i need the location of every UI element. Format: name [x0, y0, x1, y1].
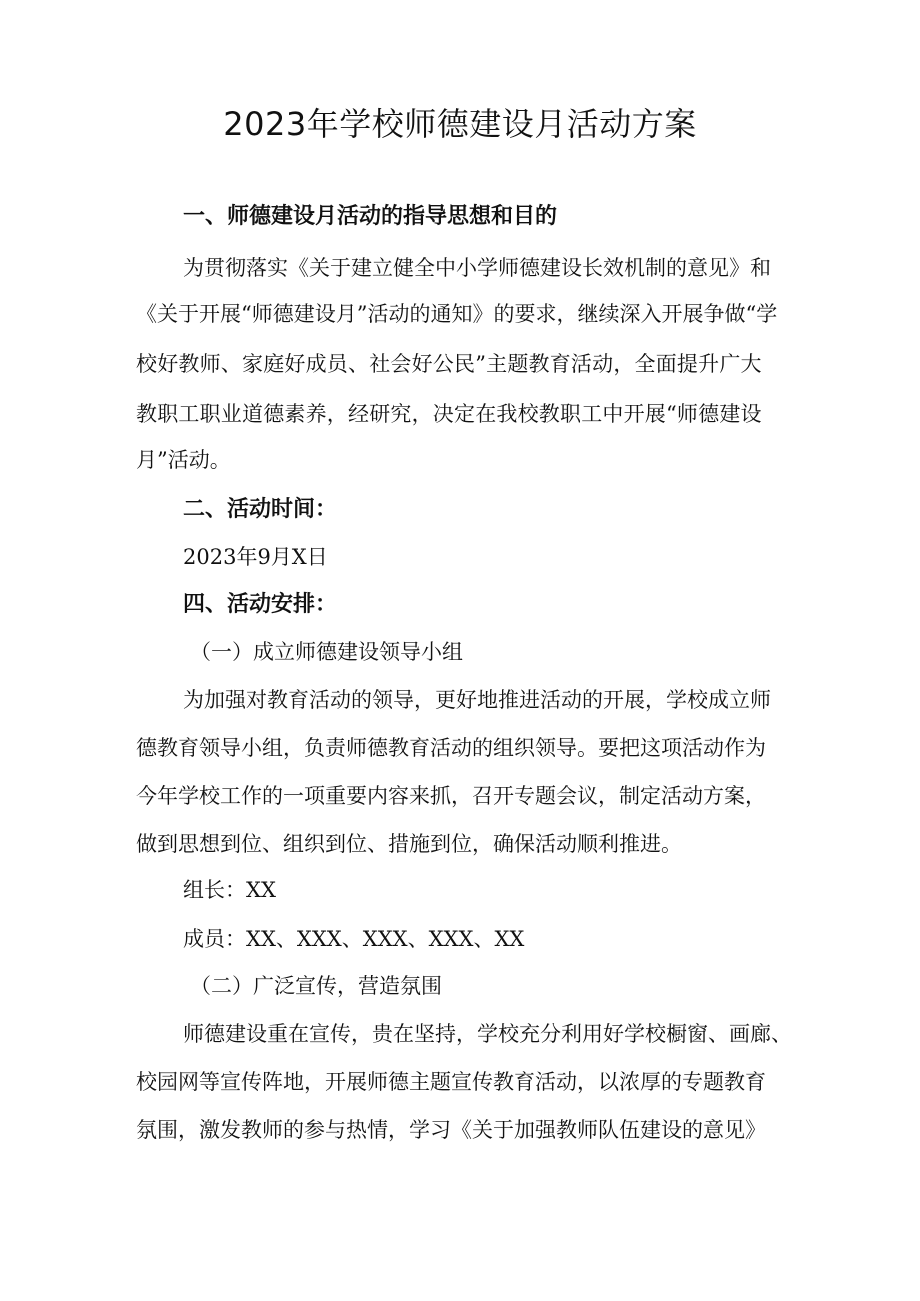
paragraph-line: 今年学校工作的一项重要内容来抓，召开专题会议，制定活动方案， [136, 784, 766, 808]
subsection-title-2: （二）广泛宣传，营造氛围 [190, 974, 442, 998]
document-title: 2023年学校师德建设月活动方案 [223, 105, 697, 143]
group-leader: 组长：XX [183, 878, 276, 902]
paragraph-line: 德教育领导小组，负责师德教育活动的组织领导。要把这项活动作为 [136, 736, 766, 760]
subsection-title-1: （一）成立师德建设领导小组 [190, 640, 463, 664]
paragraph-line: 为加强对教育活动的领导，更好地推进活动的开展，学校成立师 [183, 688, 771, 712]
paragraph-line: 教职工职业道德素养，经研究，决定在我校教职工中开展“师德建设 [136, 402, 762, 426]
paragraph-line: 月”活动。 [136, 448, 231, 472]
paragraph-line: 师德建设重在宣传，贵在坚持，学校充分利用好学校橱窗、画廊、 [183, 1022, 792, 1046]
paragraph-line: 校好教师、家庭好成员、社会好公民”主题教育活动，全面提升广大 [136, 352, 762, 376]
section-heading-4: 四、活动安排： [183, 592, 338, 617]
paragraph-line: 做到思想到位、组织到位、措施到位，确保活动顺利推进。 [136, 832, 682, 856]
section-heading-1: 一、师德建设月活动的指导思想和目的 [183, 204, 558, 229]
paragraph-line: 校园网等宣传阵地，开展师德主题宣传教育活动，以浓厚的专题教育 [136, 1070, 766, 1094]
paragraph-line: 《关于开展“师德建设月”活动的通知》的要求，继续深入开展争做“学 [136, 302, 778, 326]
group-members: 成员：XX、XXX、XXX、XXX、XX [183, 927, 525, 951]
paragraph-line: 为贯彻落实《关于建立健全中小学师德建设长效机制的意见》和 [183, 256, 771, 280]
activity-date: 2023年9月X日 [183, 545, 328, 569]
section-heading-2: 二、活动时间： [183, 497, 338, 522]
paragraph-line: 氛围，激发教师的参与热情，学习《关于加强教师队伍建设的意见》 [136, 1118, 766, 1142]
